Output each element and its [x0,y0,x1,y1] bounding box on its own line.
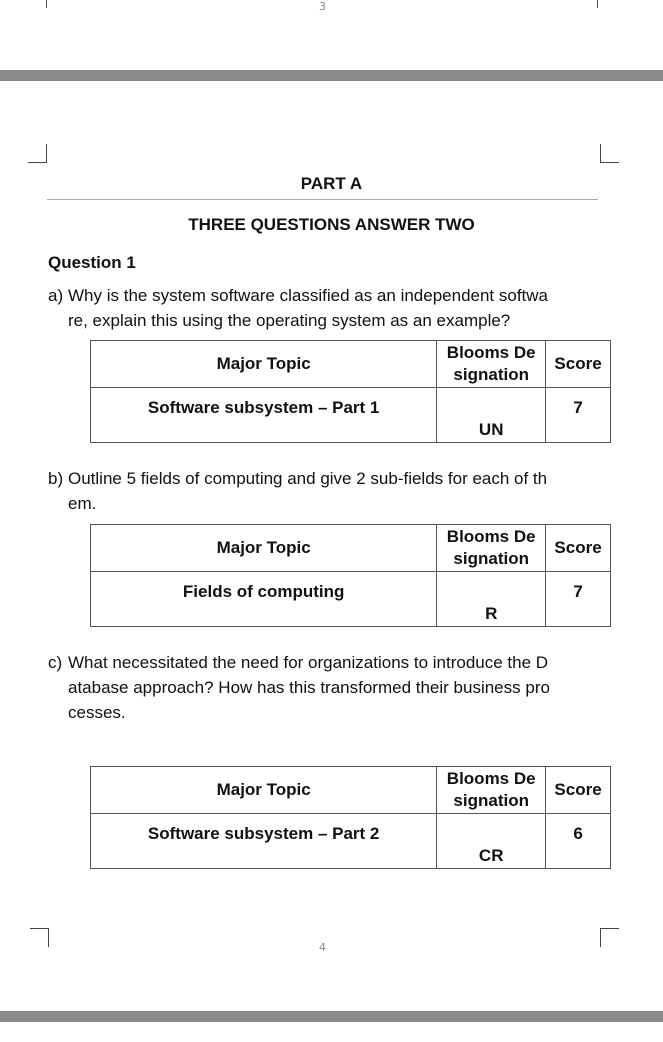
col-blooms-line1: Blooms De [446,343,536,362]
top-left-tick [46,0,47,8]
col-major-topic: Major Topic [91,525,437,572]
col-score: Score [546,525,611,572]
part-title: PART A [300,174,363,193]
col-blooms [437,341,546,388]
bottom-page-number: 4 [319,941,326,954]
col-score: Score [546,341,611,388]
top-page-number: 3 [319,0,326,13]
score-value: 7 [546,388,611,443]
blooms-value: UN [437,388,546,443]
topic-value: Fields of computing [91,572,437,627]
col-blooms-line2: signation [453,365,529,384]
col-blooms [437,767,546,814]
question-title: Question 1 [48,253,136,272]
question-b-label: b) [48,469,64,488]
score-value: 7 [546,572,611,627]
crop-mark-top-right [600,144,619,163]
col-blooms-line1: Blooms De [446,769,536,788]
topic-value: Software subsystem – Part 2 [91,814,437,869]
blooms-value: R [437,572,546,627]
question-a-label: a) [48,286,64,305]
score-value: 6 [546,814,611,869]
question-c-line1: What necessitated the need for organizations to introduce the D [68,653,549,672]
col-score: Score [546,767,611,814]
question-b-text [48,466,608,516]
question-c-table [90,766,611,869]
crop-mark-bottom-right [600,928,619,947]
col-major-topic: Major Topic [91,767,437,814]
heading-rule [47,199,598,200]
instruction: THREE QUESTIONS ANSWER TWO [188,215,475,234]
top-right-tick [597,0,598,8]
question-b-line2: em. [68,494,97,513]
page-separator-bottom [0,1011,663,1022]
question-a-line2: re, explain this using the operating system as an example? [68,311,511,330]
question-b-line1: Outline 5 fields of computing and give 2 sub-fields for each of th [68,469,548,488]
question-a-table [90,340,611,443]
col-major-topic: Major Topic [91,341,437,388]
question-b-table [90,524,611,627]
col-blooms-line2: signation [453,549,529,568]
topic-value: Software subsystem – Part 1 [91,388,437,443]
col-blooms-line1: Blooms De [446,527,536,546]
question-c-line2: atabase approach? How has this transformed their business pro [68,678,550,697]
col-blooms [437,525,546,572]
col-blooms-line2: signation [453,791,529,810]
page-separator-top [0,70,663,81]
question-c-label: c) [48,653,63,672]
question-a-line1: Why is the system software classified as an independent softwa [68,286,549,305]
question-c-text [48,650,608,725]
crop-mark-top-left [28,144,47,163]
question-a-text [48,283,608,333]
question-c-line3: cesses. [68,703,126,722]
crop-mark-bottom-left [30,928,49,947]
blooms-value: CR [437,814,546,869]
